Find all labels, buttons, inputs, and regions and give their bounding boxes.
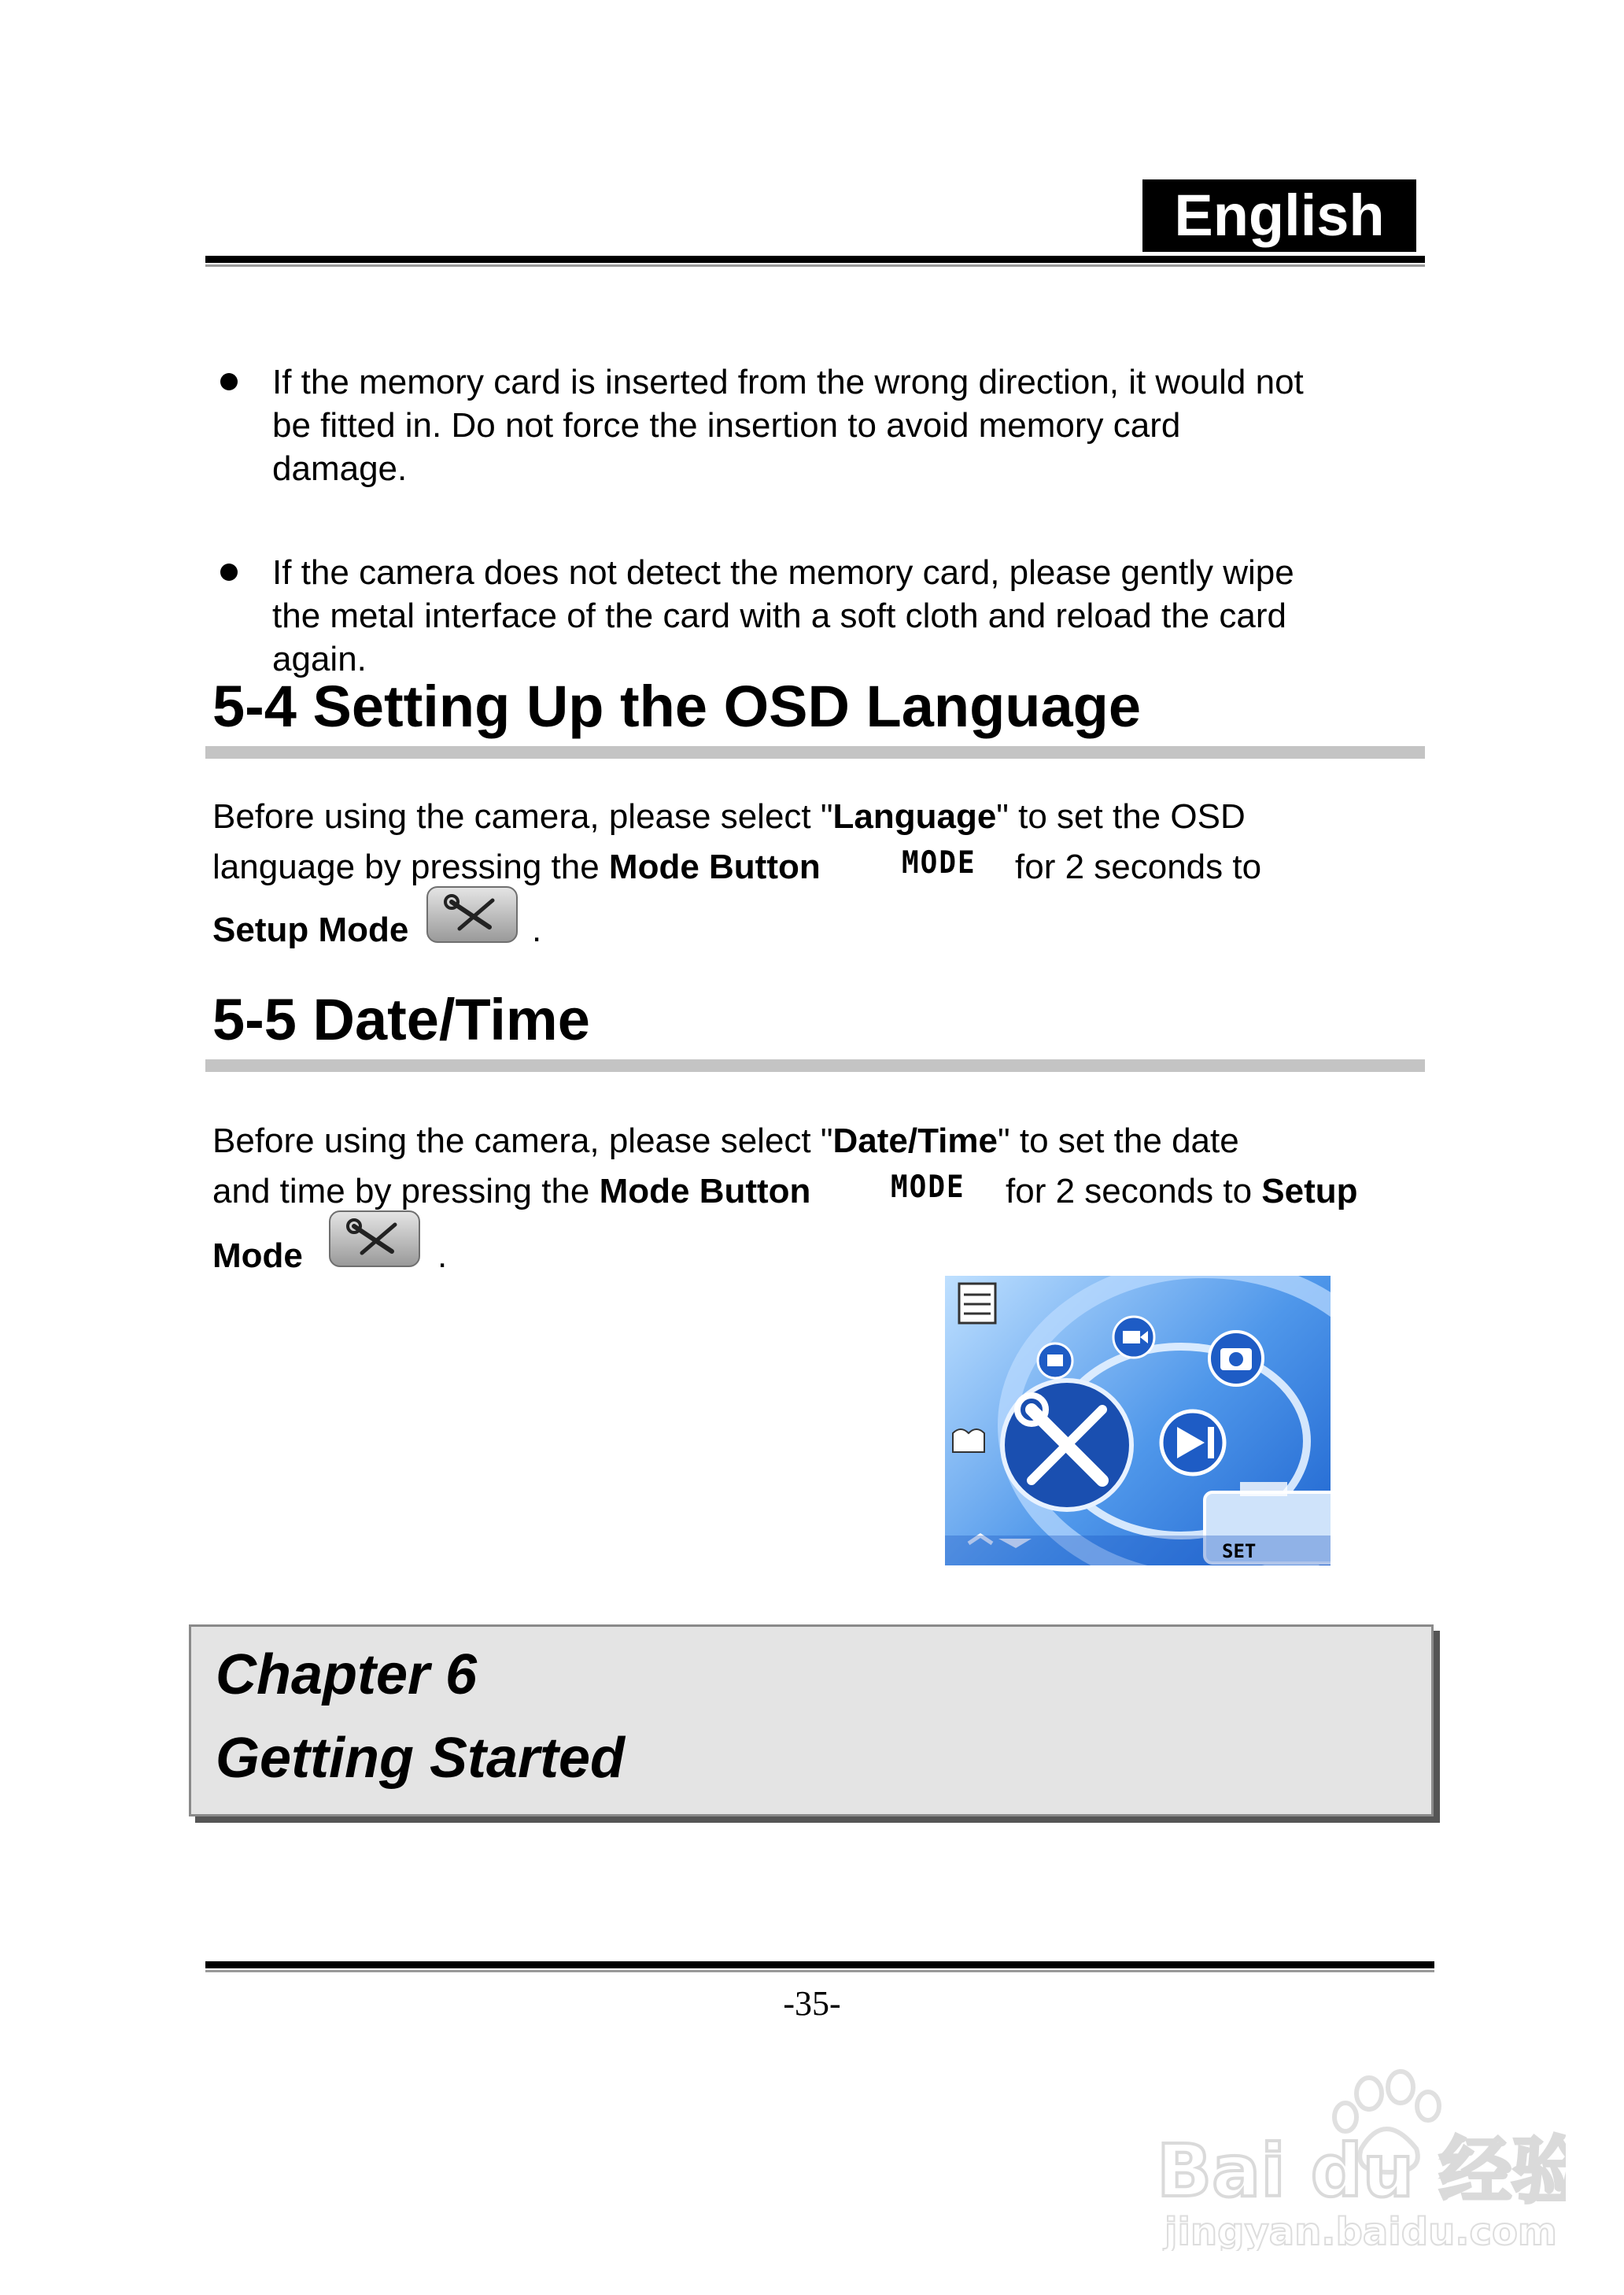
battery-icon (953, 1429, 984, 1452)
footer-rule-shadow (205, 1970, 1434, 1972)
paragraph-period: . (532, 911, 542, 949)
footer-rule (205, 1961, 1434, 1968)
camera-setup-screen (945, 1276, 1331, 1565)
setup-tools-icon (1002, 1380, 1131, 1510)
bullet-line: again. (272, 640, 367, 678)
slideshow-mode-icon (1038, 1343, 1072, 1378)
paragraph-line: for 2 seconds to (1015, 848, 1262, 886)
bullet-dot (220, 564, 238, 581)
paragraph-line: Before using the camera, please select "Date/Time" to set the date (212, 1122, 1239, 1160)
video-mode-icon (1113, 1317, 1154, 1358)
paragraph-line: Mode (212, 1236, 303, 1275)
bullet-line: If the memory card is inserted from the wrong direction, it would not (272, 363, 1304, 401)
chapter-title: Getting Started (216, 1727, 626, 1790)
baidu-watermark (1157, 2062, 1566, 2251)
chapter-number: Chapter 6 (216, 1643, 478, 1706)
section-heading-osd-language: 5-4 Setting Up the OSD Language (212, 674, 1141, 739)
paragraph-line: and time by pressing the Mode Button (212, 1172, 811, 1210)
menu-list-icon (959, 1284, 995, 1323)
section-rule (205, 746, 1425, 759)
bullet-line: If the camera does not detect the memory card, please gently wipe (272, 553, 1294, 592)
playback-mode-icon (1161, 1411, 1224, 1474)
paragraph-line: for 2 seconds to Setup (1006, 1172, 1358, 1210)
paragraph-line: language by pressing the Mode Button (212, 848, 821, 886)
bullet-item (272, 551, 1294, 681)
camera-mode-icon (1209, 1332, 1263, 1385)
page-number: -35- (783, 1984, 841, 2023)
bullet-dot (220, 373, 238, 390)
paragraph-line: Before using the camera, please select "Language" to set the OSD (212, 797, 1246, 836)
header-rule-shadow (205, 264, 1425, 267)
bullet-item (272, 360, 1304, 490)
set-label: SET (1222, 1540, 1257, 1562)
watermark-brand: Bai du 经验 (1157, 2129, 1566, 2213)
bullet-line: the metal interface of the card with a soft cloth and reload the card (272, 597, 1286, 635)
bullet-line: be fitted in. Do not force the insertion to avoid memory card (272, 406, 1181, 445)
language-badge: English (1142, 179, 1416, 252)
header-rule (205, 256, 1425, 263)
section-rule (205, 1059, 1425, 1072)
mode-button-icon: MODE (902, 844, 976, 881)
setup-mode-icon (426, 886, 518, 943)
mode-button-icon: MODE (891, 1169, 965, 1206)
paragraph-period: . (437, 1236, 448, 1275)
watermark-url: jingyan.baidu.com (1164, 2210, 1557, 2251)
section-heading-date-time: 5-5 Date/Time (212, 987, 590, 1052)
setup-mode-icon (329, 1210, 420, 1267)
paragraph-line: Setup Mode (212, 911, 409, 949)
bullet-line: damage. (272, 449, 408, 488)
